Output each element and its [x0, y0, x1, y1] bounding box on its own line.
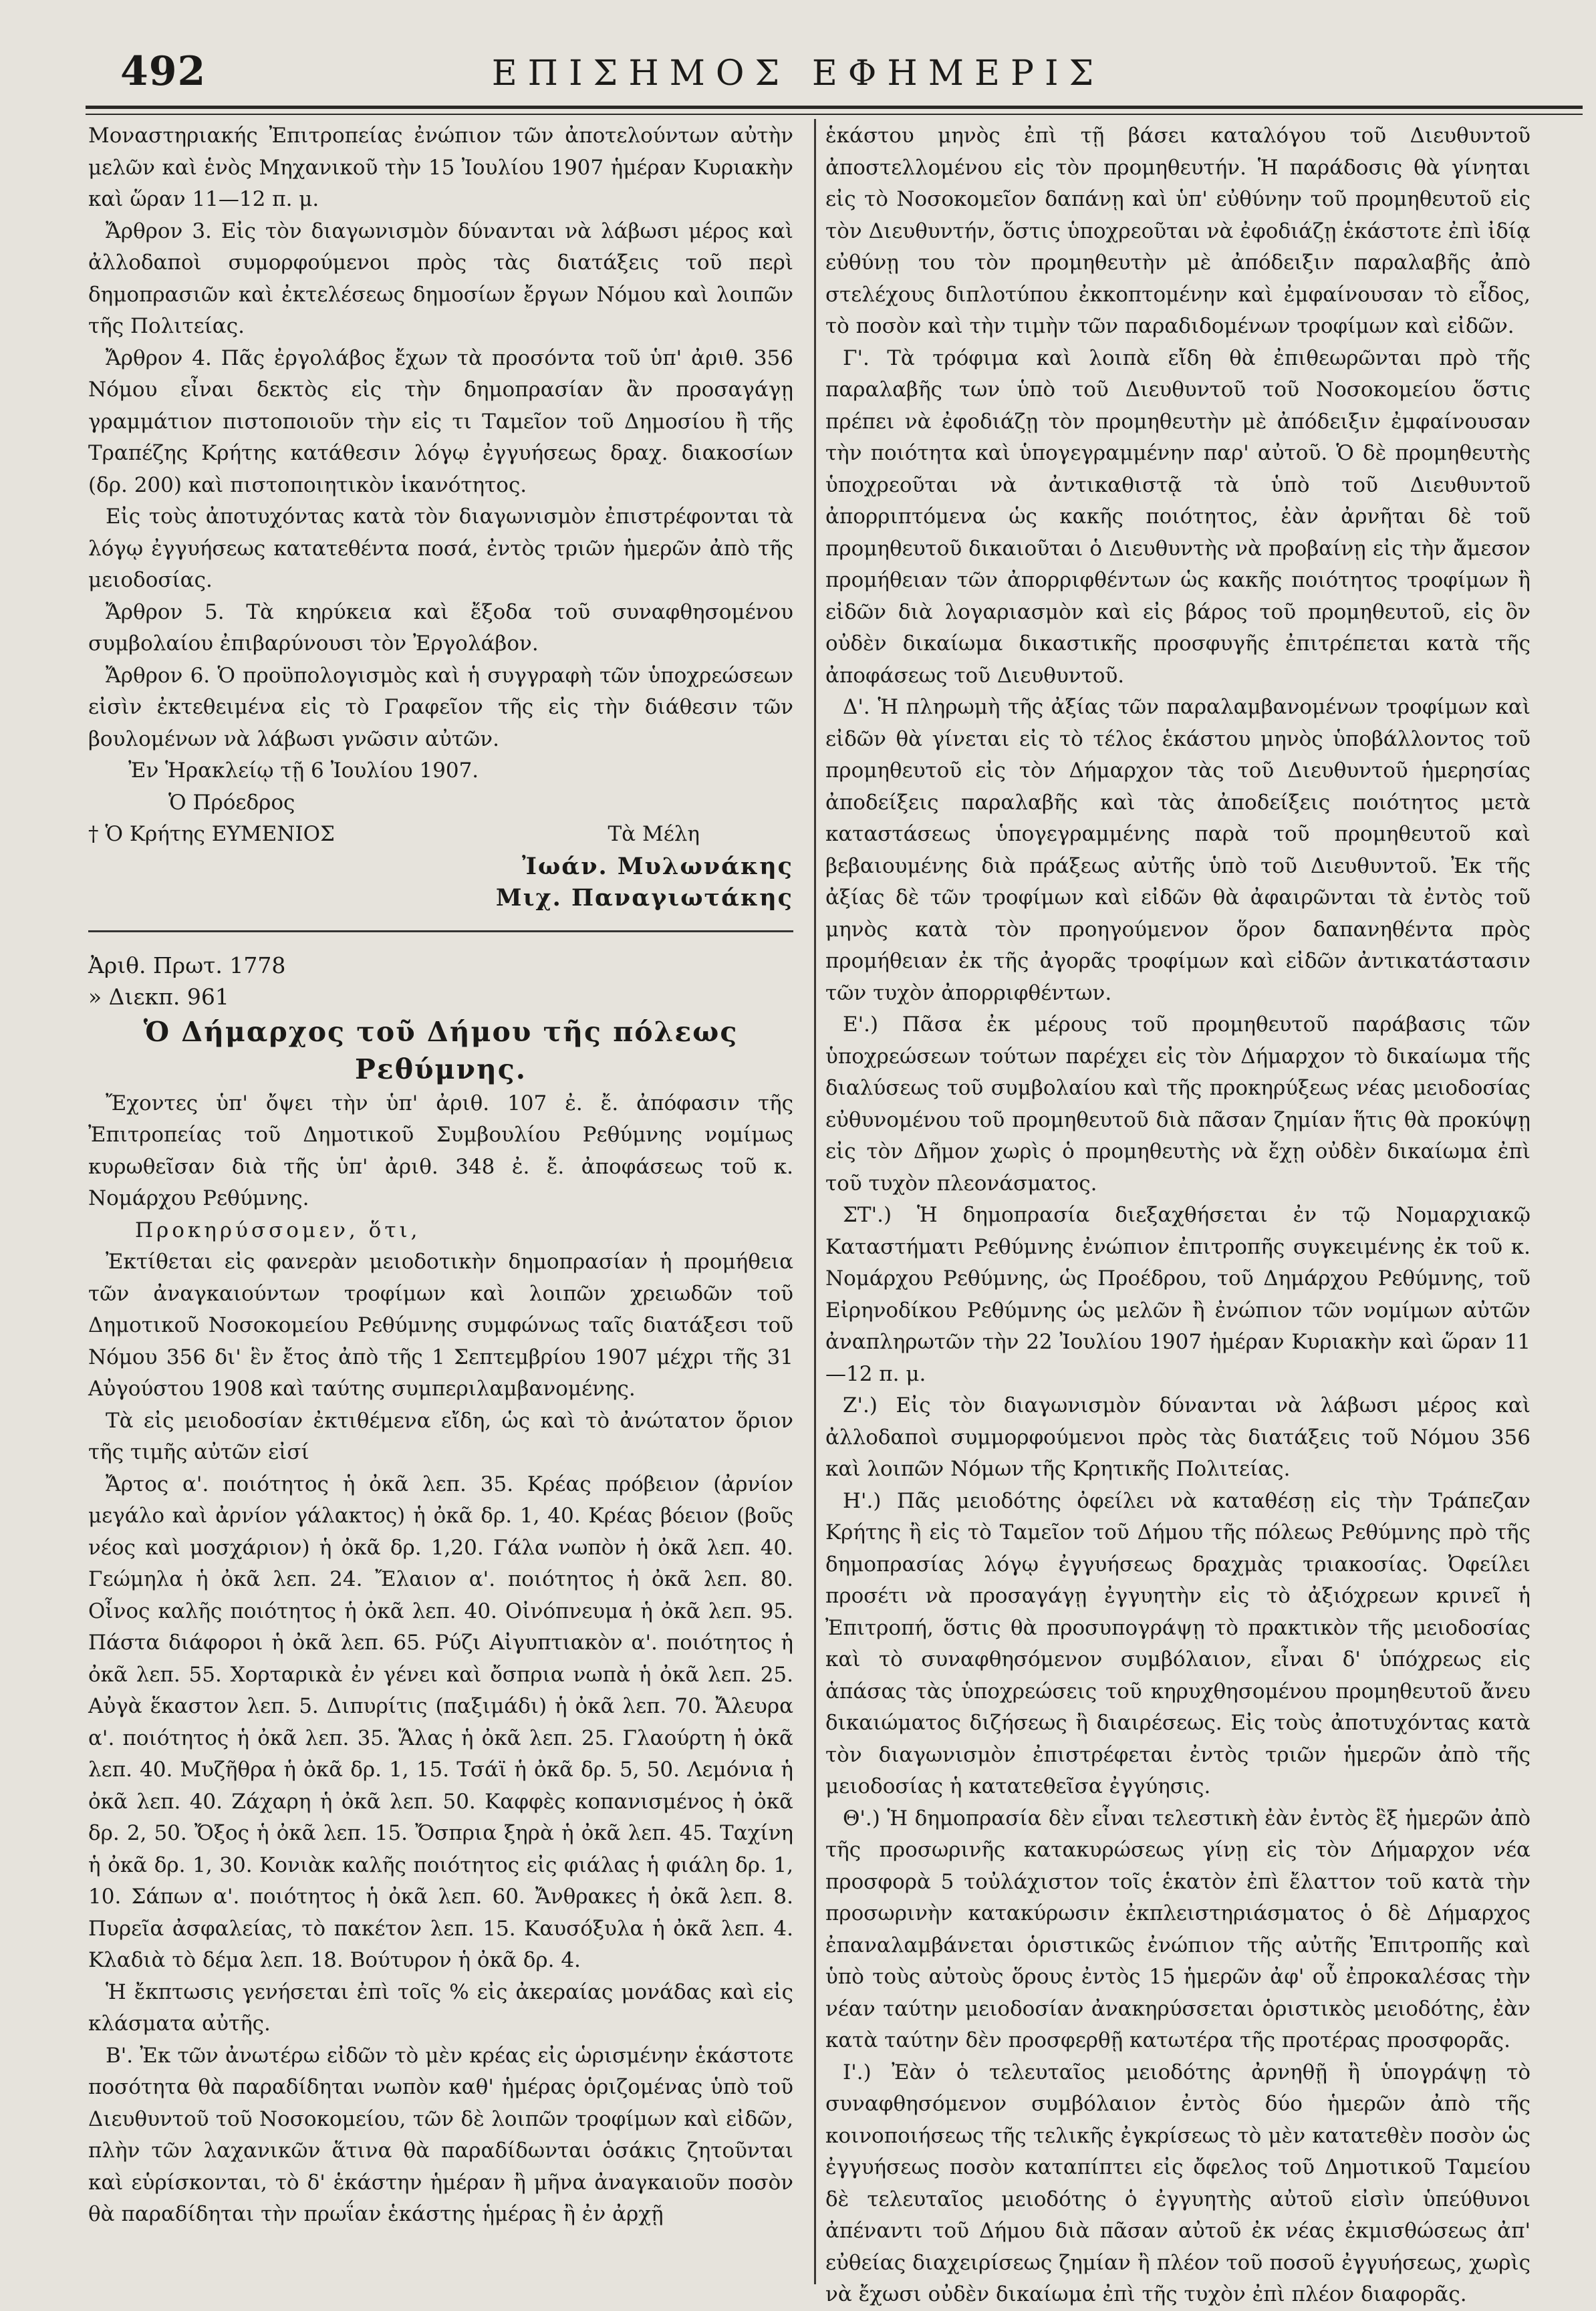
members-label: Τὰ Μέλη	[608, 822, 700, 846]
clause-st: ΣΤ'.) Ἡ δημοπρασία διεξαχθήσεται ἐν τῷ Νομαρχιακῷ Καταστήματι Ρεθύμνης ἐνώπιον ἐπιτροπῆς συγκειμένης ἐκ τοῦ κ. Νομάρχου Ρεθύμνης, ὡς Προέδρου, τοῦ Δημάρχου Ρεθύμνης, τοῦ Εἰρηνοδίκου Ρεθύμνης ὡς μελῶν ἢ ἐνώπιον τῶν νομίμων αὐτῶν ἀναπληρωτῶν τὴν 22 Ἰουλίου 1907 ἡμέραν Κυριακὴν καὶ ὥραν 11—12 π. μ.	[825, 1203, 1531, 1386]
member-signature: Μιχ. Παναγιωτάκης	[495, 884, 793, 912]
member-signature: Ἰωάν. Μυλωνάκης	[521, 852, 793, 880]
column-divider	[814, 119, 816, 2284]
clause-d: Δ'. Ἡ πληρωμὴ τῆς ἀξίας τῶν παραλαμβανομένων τροφίμων καὶ εἰδῶν θὰ γίνεται εἰς τὸ τέλος ἑκάστου μηνὸς ὑποβάλλοντος τοῦ προμηθευτοῦ εἰς τὸν Δήμαρχον τὰς τοῦ Διευθυντοῦ ἡμερησίας ἀποδείξεις παραλαβῆς καὶ τὰς ἀποδείξεις ποιότητος μετὰ καταστάσεως ὑπογεγραμμένης παρὰ τοῦ προμηθευτοῦ καὶ βεβαιουμένης διὰ πράξεως αὐτῆς ὑπὸ τοῦ Διευθυντοῦ. Ἐκ τῆς ἀξίας δὲ τῶν τροφίμων καὶ εἰδῶν θὰ ἀφαιρῶνται τὰ ἐντὸς τοῦ μηνὸς κατὰ τὸν προηγούμενον ὅρον δαπανηθέντα πρὸς προμήθειαν ἐκ τῆς ἀγορᾶς τροφίμων καὶ εἰδῶν ἀντικατάστασιν τῶν τυχὸν ἀπορριφθέντων.	[825, 695, 1531, 1005]
running-head: ΕΠΙΣΗΜΟΣ ΕΦΗΜΕΡΙΣ	[491, 53, 1105, 94]
article-4: Ἄρθρον 4. Πᾶς ἐργολάβος ἔχων τὰ προσόντα τοῦ ὑπ' ἀριθ. 356 Νόμου εἶναι δεκτὸς εἰς τὴν δημοπρασίαν ἂν προσαγάγῃ γραμμάτιον πιστοποιοῦν τὴν εἰς τι Ταμεῖον τοῦ Δημοσίου ἢ τῆς Τραπέζης Κρήτης κατάθεσιν λόγῳ ἐγγυήσεως δραχ. διακοσίων (δρ. 200) καὶ πιστοποιητικὸν ἱκανότητος.	[88, 346, 793, 497]
clause-c: Γ'. Τὰ τρόφιμα καὶ λοιπὰ εἴδη θὰ ἐπιθεωρῶνται πρὸ τῆς παραλαβῆς των ὑπὸ τοῦ Διευθυντοῦ τοῦ Νοσοκομείου ὅστις πρέπει νὰ ἐφοδιάζῃ τὸν προμηθευτὴν μὲ ἀπόδειξιν ἐμφαίνουσαν τὴν ποιότητα καὶ ὑπογεγραμμένην παρ' αὐτοῦ. Ὁ δὲ προμηθευτὴς ὑποχρεοῦται νὰ ἀντικαθιστᾷ τὰ ὑπὸ τοῦ Διευθυντοῦ ἀπορριπτόμενα ὡς κακῆς ποιότητος, ἐὰν ἀρνῆται δὲ τοῦ προμηθευτοῦ δικαιοῦται ὁ Διευθυντὴς νὰ προβαίνῃ εἰς τὴν ἄμεσον προμήθειαν τῶν ἀπορριφθέντων ὡς κακῆς ποιότητος τροφίμων ἢ εἰδῶν διὰ λογαριασμὸν καὶ εἰς βάρος τοῦ προμηθευτοῦ, εἰς ὃν οὐδὲν δικαίωμα δικαστικῆς προσφυγῆς ἐπιτρέπεται κατὰ τῆς ἀποφάσεως τοῦ Διευθυντοῦ.	[825, 346, 1531, 688]
clause-b: Β'. Ἐκ τῶν ἀνωτέρω εἰδῶν τὸ μὲν κρέας εἰς ὡρισμένην ἑκάστοτε ποσότητα θὰ παραδίδηται νωπὸν καθ' ἡμέρας ὁριζομένας ὑπὸ τοῦ Διευθυντοῦ τοῦ Νοσοκομείου, τῶν δὲ λοιπῶν τροφίμων καὶ εἰδῶν, πλὴν τῶν λαχανικῶν ἅτινα θὰ παραδίδωνται ὁσάκις ζητοῦνται καὶ εὑρίσκονται, τὸ δ' ἑκάστην ἡμέραν ἢ μῆνα ἀναγκαιοῦν ποσὸν θὰ παραδίδηται τὴν πρωΐαν ἑκάστης ἡμέρας ἢ ἐν ἀρχῇ	[88, 2043, 793, 2226]
auction-announcement: Ἐκτίθεται εἰς φανερὰν μειοδοτικὴν δημοπρασίαν ἡ προμήθεια τῶν ἀναγκαιούντων τροφίμων καὶ λοιπῶν χρειωδῶν τοῦ Δημοτικοῦ Νοσοκομείου Ρεθύμνης συμφώνως ταῖς διατάξεσι τοῦ Νόμου 356 δι' ἓν ἔτος ἀπὸ τῆς 1 Σεπτεμβρίου 1907 μέχρι τῆς 31 Αὐγούστου 1908 καὶ ταύτης συμπεριλαμβανομένης.	[88, 1250, 793, 1401]
article-text: Μοναστηριακής Ἐπιτροπείας ἐνώπιον τῶν ἀποτελούντων αὐτὴν μελῶν καὶ ἑνὸς Μηχανικοῦ τὴν 15 Ἰουλίου 1907 ἡμέραν Κυριακὴν καὶ ὥραν 11—12 π. μ.	[88, 124, 793, 211]
delivery-text: ἑκάστου μηνὸς ἐπὶ τῇ βάσει καταλόγου τοῦ Διευθυντοῦ ἀποστελλομένου εἰς τὸν προμηθευτήν. Ἡ παράδοσις θὰ γίνηται εἰς τὸ Νοσοκομεῖον δαπάνῃ καὶ ὑπ' εὐθύνην τοῦ προμηθευτοῦ εἰς τὸν Διευθυντήν, ὅστις ὑποχρεοῦται νὰ ἐφοδιάζῃ ἑκάστοτε ἐπὶ ἰδίᾳ εὐθύνῃ του τὸν προμηθευτὴν μὲ ἀπόδειξιν παραλαβῆς ἀπὸ στελέχους διπλοτύπου ἐκκοπτομένην καὶ ἐμφαίνουσαν τὸ εἶδος, τὸ ποσὸν καὶ τὴν τιμὴν τῶν παραδιδομένων τροφίμων καὶ εἰδῶν.	[825, 124, 1531, 338]
clause-e: Ε'.) Πᾶσα ἐκ μέρους τοῦ προμηθευτοῦ παράβασις τῶν ὑποχρεώσεων τούτων παρέχει εἰς τὸν Δήμαρχον τὸ δικαίωμα τῆς διαλύσεως τοῦ συμβολαίου καὶ τῆς προκηρύξεως νέας μειοδοσίας εὐθυνομένου τοῦ προμηθευτοῦ διὰ πᾶσαν ζημίαν ἥτις θὰ προκύψῃ εἰς τὸν Δῆμον χωρὶς ὁ προμηθευτὴς νὰ ἔχῃ οὐδὲν δικαίωμα ἐπὶ τοῦ τυχὸν πλεονάσματος.	[825, 1012, 1531, 1196]
deposit-return-text: Εἰς τοὺς ἀποτυχόντας κατὰ τὸν διαγωνισμὸν ἐπιστρέφονται τὰ λόγῳ ἐγγυήσεως κατατεθέντα ποσά, ἐντὸς τριῶν ἡμερῶν ἀπὸ τῆς μειοδοσίας.	[88, 505, 793, 592]
president-title: Ὁ Πρόεδρος	[168, 790, 295, 815]
discount-clause: Ἡ ἔκπτωσις γενήσεται ἐπὶ τοῖς % εἰς ἀκεραίας μονάδας καὶ εἰς κλάσματα αὐτῆς.	[88, 1980, 793, 2036]
items-intro: Τὰ εἰς μειοδοσίαν ἐκτιθέμενα εἴδη, ὡς καὶ τὸ ἀνώτατον ὅριον τῆς τιμῆς αὐτῶν εἰσί	[88, 1408, 793, 1464]
article-5: Ἄρθρον 5. Τὰ κηρύκεια καὶ ἔξοδα τοῦ συναφθησομένου συμβολαίου ἐπιβαρύνουσι τὸν Ἐργολάβον.	[88, 599, 793, 656]
clause-i: Ι'.) Ἐὰν ὁ τελευταῖος μειοδότης ἀρνηθῇ ἢ ὑπογράψῃ τὸ συναφθησόμενον συμβόλαιον ἐντὸς δύο ἡμερῶν ἀπὸ τῆς κοινοποιήσεως τῆς τελικῆς ἐγκρίσεως τὸ μὲν κατατεθὲν ποσὸν ὡς ἐγγυήσεως ποσὸν καταπίπτει εἰς ὄφελος τοῦ Δημοτικοῦ Ταμείου δὲ τελευταῖος μειοδότης ὁ ἐγγυητὴς αὐτοῦ εἰσὶν ὑπεύθυνοι ἀπέναντι τοῦ Δήμου διὰ πᾶσαν αὐτοῦ ἐκ νέας ἐκμισθώσεως ἀπ' εὐθείας διαχειρίσεως ζημίαν ἢ πλέον τοῦ ποσοῦ ἐγγυήσεως, χωρὶς νὰ ἔχωσι οὐδὲν δικαίωμα ἐπὶ τῆς τυχὸν ἐπὶ πλέον διαφορᾶς.	[825, 2060, 1531, 2306]
left-column	[88, 120, 793, 2231]
article-6: Ἄρθρον 6. Ὁ προϋπολογισμὸς καὶ ἡ συγγραφὴ τῶν ὑποχρεώσεων εἰσὶν ἐκτεθειμένα εἰς τὸ Γραφεῖον τῆς εἰς τὴν διάθεσιν τῶν βουλομένων νὰ λάβωσι γνῶσιν αὐτῶν.	[88, 663, 793, 751]
preamble: Ἔχοντες ὑπ' ὄψει τὴν ὑπ' ἀριθ. 107 ἐ. ἔ. ἀπόφασιν τῆς Ἐπιτροπείας τοῦ Δημοτικοῦ Συμβουλίου Ρεθύμνης νομίμως κυρωθεῖσαν διὰ τῆς ὑπ' ἀριθ. 348 ἐ. ἔ. ἀποφάσεως τοῦ κ. Νομάρχου Ρεθύμνης.	[88, 1091, 793, 1210]
proclamation: Προκηρύσσομεν, ὅτι,	[135, 1218, 421, 1242]
section-separator	[88, 930, 793, 932]
notice-title-city: Ρεθύμνης.	[354, 1053, 527, 1085]
protocol-number: Ἀριθ. Πρωτ. 1778	[88, 952, 286, 978]
signer-line	[88, 819, 793, 851]
clause-th: Θ'.) Ἡ δημοπρασία δὲν εἶναι τελεστικὴ ἐὰν ἐντὸς ἓξ ἡμερῶν ἀπὸ τῆς προσωρινῆς κατακυρώσεως γίνῃ εἰς τὸν Δήμαρχον νέα προσφορὰ 5 τοὐλάχιστον τοῖς ἑκατὸν ἐπὶ ἔλαττον τοῦ κατὰ τὴν προσωρινὴν κατακύρωσιν ἐκπλειστηριάσματος ὁ δὲ Δήμαρχος ἐπαναλαμβάνεται ὁριστικῶς ἐνώπιον τῆς αὐτῆς Ἐπιτροπῆς καὶ ὑπὸ τοὺς αὐτοὺς ὅρους ἐντὸς 15 ἡμερῶν ἀφ' οὗ ἐπροκαλέσας τὴν νέαν ταύτην μειοδοσίαν ἀνακηρύσσεται ὁριστικὸς μειοδότης, ἐὰν κατὰ ταύτην δὲν προσφερθῇ κατωτέρα τῆς προτέρας προσφορᾶς.	[825, 1806, 1531, 2052]
page-number: 492	[120, 48, 207, 95]
article-3: Ἄρθρον 3. Εἰς τὸν διαγωνισμὸν δύνανται νὰ λάβωσι μέρος καὶ ἀλλοδαποὶ συμορφούμενοι πρὸς τὰς διατάξεις τοῦ περὶ δημοπρασιῶν καὶ ἐκτελέσεως δημοσίων ἔργων Νόμου καὶ λοιπῶν τῆς Πολιτείας.	[88, 219, 793, 338]
clause-z: Ζ'.) Εἰς τὸν διαγωνισμὸν δύνανται νὰ λάβωσι μέρος καὶ ἀλλοδαποὶ συμμορφούμενοι πρὸς τὰς διατάξεις τοῦ Νόμου 356 καὶ λοιπῶν Νόμων τῆς Κρητικῆς Πολιτείας.	[825, 1393, 1531, 1481]
right-column	[825, 120, 1531, 2311]
price-list: Ἄρτος α'. ποιότητος ἡ ὀκᾶ λεπ. 35. Κρέας πρόβειον (ἀρνίον μεγάλο καὶ ἀρνίον γάλακτος) ἡ ὀκᾶ δρ. 1, 40. Κρέας βόειον (βοῦς νέος καὶ μοσχάριον) ἡ ὀκᾶ δρ. 1,20. Γάλα νωπὸν ἡ ὀκᾶ λεπ. 40. Γεώμηλα ἡ ὀκᾶ λεπ. 24. Ἔλαιον α'. ποιότητος ἡ ὀκᾶ λεπ. 80. Οἶνος καλῆς ποιότητος ἡ ὀκᾶ λεπ. 40. Οἰνόπνευμα ἡ ὀκᾶ λεπ. 95. Πάστα διάφοροι ἡ ὀκᾶ λεπ. 65. Ρύζι Αἰγυπτιακὸν α'. ποιότητος ἡ ὀκᾶ λεπ. 55. Χορταρικὰ ἐν γένει καὶ ὄσπρια νωπὰ ἡ ὀκᾶ λεπ. 25. Αὐγὰ ἕκαστον λεπ. 5. Διπυρίτις (παξιμάδι) ἡ ὀκᾶ λεπ. 70. Ἄλευρα α'. ποιότητος ἡ ὀκᾶ λεπ. 35. Ἅλας ἡ ὀκᾶ λεπ. 25. Γλαούρτη ἡ ὀκᾶ λεπ. 40. Μυζῆθρα ἡ ὀκᾶ δρ. 1, 15. Τσάϊ ἡ ὀκᾶ δρ. 5, 50. Λεμόνια ἡ ὀκᾶ λεπ. 40. Ζάχαρη ἡ ὀκᾶ λεπ. 50. Καφφὲς κοπανισμένος ἡ ὀκᾶ δρ. 2, 50. Ὄξος ἡ ὀκᾶ λεπ. 15. Ὄσπρια ξηρὰ ἡ ὀκᾶ λεπ. 45. Ταχίνη ἡ ὀκᾶ δρ. 1, 30. Κονιὰκ καλῆς ποιότητος εἰς φιάλας ἡ φιάλη δρ. 1, 10. Σάπων α'. ποιότητος ἡ ὀκᾶ λεπ. 60. Ἄνθρακες ἡ ὀκᾶ λεπ. 8. Πυρεῖα ἀσφαλείας, τὸ πακέτον λεπ. 15. Καυσόξυλα ἡ ὀκᾶ λεπ. 4. Κλαδιὰ τὸ δέμα λεπ. 18. Βούτυρον ἡ ὀκᾶ δρ. 4.	[88, 1472, 793, 1972]
president-name: † Ὁ Κρήτης ΕΥΜΕΝΙΟΣ	[88, 822, 335, 846]
place-date: Ἐν Ἡρακλείῳ τῇ 6 Ἰουλίου 1907.	[128, 759, 479, 783]
dispatch-number: » Διεκπ. 961	[88, 984, 229, 1010]
clause-h: Η'.) Πᾶς μειοδότης ὀφείλει νὰ καταθέσῃ εἰς τὴν Τράπεζαν Κρήτης ἢ εἰς τὸ Ταμεῖον τοῦ Δήμου τῆς πόλεως Ρεθύμνης πρὸ τῆς δημοπρασίας λόγῳ ἐγγυήσεως δραχμὰς τριακοσίας. Ὀφείλει προσέτι νὰ προσαγάγῃ ἐγγυητὴν εἰς τὸ ἀξιόχρεων κρινεῖ ἡ Ἐπιτροπή, ὅστις θὰ προσυπογράψῃ τὸ πρακτικὸν τῆς μειοδοσίας καὶ τὸ συναφθησόμενον συμβόλαιον, εἶναι δ' ὑπόχρεως εἰς ἁπάσας τὰς ὑποχρεώσεις τοῦ κηρυχθησομένου προμηθευτοῦ ἄνευ δικαιώματος διζήσεως ἢ διαιρέσεως. Εἰς τοὺς ἀποτυχόντας κατὰ τὸν διαγωνισμὸν ἐπιστρέφεται ἐντὸς τριῶν ἡμερῶν ἀπὸ τῆς μειοδοσίας ἡ κατατεθεῖσα ἐγγύησις.	[825, 1488, 1531, 1798]
header-rule-thin	[86, 114, 1583, 115]
notice-title: Ὁ Δήμαρχος τοῦ Δήμου τῆς πόλεως	[143, 1015, 739, 1048]
header-rule-thick	[86, 106, 1583, 109]
